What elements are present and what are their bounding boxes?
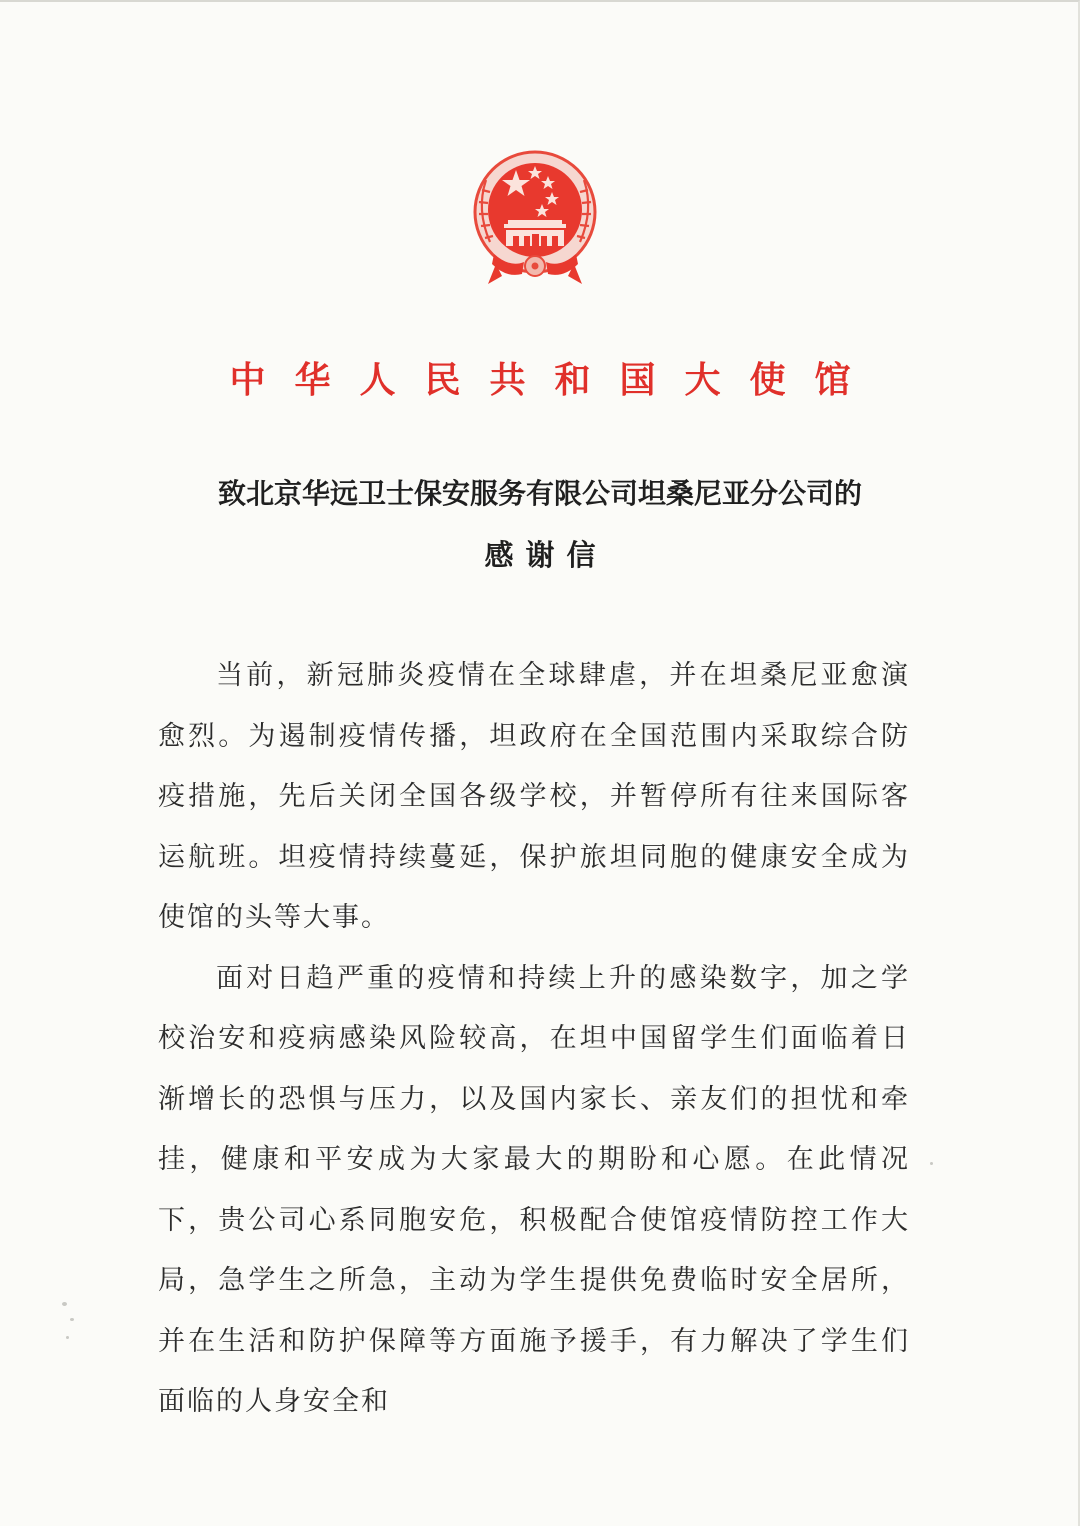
letter-recipient-title: 致北京华远卫士保安服务有限公司坦桑尼亚分公司的 xyxy=(217,477,862,510)
embassy-name: 中华人民共和国大使馆 xyxy=(229,359,880,401)
scan-speck xyxy=(66,1336,69,1339)
scan-speck xyxy=(62,1302,67,1306)
scan-speck xyxy=(930,1162,933,1165)
scan-speck xyxy=(70,1318,74,1321)
body-paragraph-2: 面对日趋严重的疫情和持续上升的感染数字，加之学校治安和疫病感染风险较高，在坦中国留学生们面临着日渐增长的恐惧与压力，以及国内家长、亲友们的担忧和牵挂，健康和平安成为大家最大的期盼和心愿。在此情况下，贵公司心系同胞安危，积极配合使馆疫情防控工作大局，急学生之所急，主动为学生提供免费临时安全居所，并在生活和防护保障等方面施予援手，有力解决了学生们面临的人身安全和 xyxy=(158,962,910,1417)
letter-title: 感谢信 xyxy=(484,538,608,572)
body-paragraph-1: 当前，新冠肺炎疫情在全球肆虐，并在坦桑尼亚愈演愈烈。为遏制疫情传播，坦政府在全国范围内采取综合防疫措施，先后关闭全国各级学校，并暂停所有往来国际客运航班。坦疫情持续蔓延，保护旅坦同胞的健康安全成为使馆的头等大事。 xyxy=(158,660,910,933)
national-emblem-icon xyxy=(466,150,604,290)
letter-body xyxy=(158,646,910,1433)
